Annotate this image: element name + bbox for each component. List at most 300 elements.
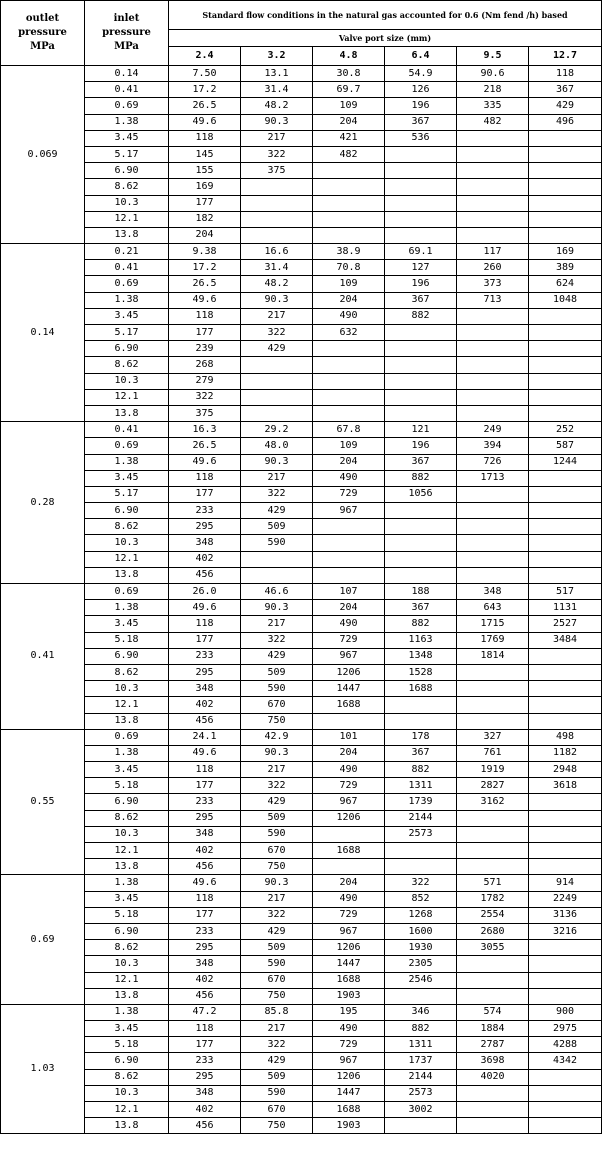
flow-value-cell — [385, 843, 457, 859]
flow-value-cell: 204 — [313, 292, 385, 308]
flow-value-cell — [529, 535, 602, 551]
flow-value-cell: 536 — [385, 130, 457, 146]
table-row — [1, 195, 602, 211]
flow-value-cell: 1206 — [313, 664, 385, 680]
table-row — [1, 470, 602, 486]
flow-value-cell — [529, 503, 602, 519]
flow-value-cell: 2948 — [529, 762, 602, 778]
flow-value-cell: 1688 — [313, 697, 385, 713]
size-header: 4.8 — [313, 47, 385, 66]
inlet-pressure-cell: 5.17 — [85, 486, 169, 502]
flow-value-cell: 1268 — [385, 907, 457, 923]
flow-value-cell: 90.3 — [241, 292, 313, 308]
inlet-pressure-cell: 5.17 — [85, 146, 169, 162]
outlet-label-line: MPa — [30, 41, 55, 52]
flow-value-cell — [529, 325, 602, 341]
flow-value-cell: 713 — [457, 292, 529, 308]
flow-value-cell: 126 — [385, 82, 457, 98]
flow-value-cell: 373 — [457, 276, 529, 292]
flow-value-cell: 322 — [241, 486, 313, 502]
inlet-pressure-cell: 10.3 — [85, 956, 169, 972]
inlet-pressure-cell: 8.62 — [85, 664, 169, 680]
table-row — [1, 98, 602, 114]
flow-value-cell: 169 — [169, 179, 241, 195]
flow-value-cell: 322 — [241, 1037, 313, 1053]
flow-value-cell: 670 — [241, 1102, 313, 1118]
inlet-pressure-cell: 1.38 — [85, 114, 169, 130]
flow-value-cell: 367 — [385, 454, 457, 470]
flow-value-cell — [529, 859, 602, 875]
flow-value-cell — [529, 681, 602, 697]
table-row — [1, 227, 602, 243]
flow-value-cell — [457, 195, 529, 211]
flow-value-cell — [457, 810, 529, 826]
flow-value-cell — [313, 373, 385, 389]
table-row — [1, 1069, 602, 1085]
inlet-pressure-cell: 0.41 — [85, 260, 169, 276]
flow-value-cell — [385, 211, 457, 227]
flow-value-cell — [385, 519, 457, 535]
flow-value-cell: 24.1 — [169, 729, 241, 745]
flow-value-cell: 2546 — [385, 972, 457, 988]
flow-value-cell: 1206 — [313, 810, 385, 826]
table-row — [1, 1118, 602, 1134]
flow-value-cell: 322 — [241, 778, 313, 794]
flow-value-cell: 54.9 — [385, 66, 457, 82]
inlet-pressure-cell: 13.8 — [85, 1118, 169, 1134]
flow-value-cell — [529, 211, 602, 227]
flow-value-cell: 295 — [169, 664, 241, 680]
flow-value-cell: 1903 — [313, 1118, 385, 1134]
flow-value-cell: 3055 — [457, 940, 529, 956]
size-header: 9.5 — [457, 47, 529, 66]
flow-value-cell: 239 — [169, 341, 241, 357]
flow-value-cell: 195 — [313, 1004, 385, 1020]
outlet-pressure-cell: 1.03 — [1, 1004, 85, 1134]
flow-value-cell: 1814 — [457, 648, 529, 664]
table-row — [1, 891, 602, 907]
inlet-pressure-cell: 3.45 — [85, 891, 169, 907]
flow-value-cell: 9.38 — [169, 244, 241, 260]
flow-value-cell — [241, 357, 313, 373]
flow-value-cell — [457, 179, 529, 195]
flow-value-cell: 1782 — [457, 891, 529, 907]
flow-value-cell: 1688 — [313, 1102, 385, 1118]
inlet-pressure-cell: 10.3 — [85, 195, 169, 211]
table-row — [1, 292, 602, 308]
inlet-pressure-cell: 8.62 — [85, 940, 169, 956]
flow-value-cell — [457, 859, 529, 875]
table-row — [1, 1053, 602, 1069]
flow-value-cell: 118 — [529, 66, 602, 82]
flow-value-cell — [457, 130, 529, 146]
flow-value-cell: 90.3 — [241, 114, 313, 130]
flow-value-cell: 169 — [529, 244, 602, 260]
flow-value-cell — [313, 195, 385, 211]
flow-value-cell: 177 — [169, 632, 241, 648]
flow-value-cell: 348 — [169, 535, 241, 551]
flow-value-cell: 1048 — [529, 292, 602, 308]
flow-value-cell: 375 — [169, 405, 241, 421]
flow-value-cell: 90.6 — [457, 66, 529, 82]
flow-value-cell: 367 — [385, 600, 457, 616]
flow-value-cell: 967 — [313, 923, 385, 939]
flow-value-cell: 914 — [529, 875, 602, 891]
table-row — [1, 1004, 602, 1020]
flow-value-cell: 900 — [529, 1004, 602, 1020]
inlet-pressure-cell: 6.90 — [85, 163, 169, 179]
flow-value-cell: 1447 — [313, 956, 385, 972]
flow-value-cell: 2680 — [457, 923, 529, 939]
flow-value-cell: 1206 — [313, 1069, 385, 1085]
flow-value-cell: 967 — [313, 503, 385, 519]
flow-value-cell: 31.4 — [241, 82, 313, 98]
flow-value-cell — [457, 503, 529, 519]
flow-value-cell — [457, 1085, 529, 1101]
flow-value-cell: 348 — [169, 681, 241, 697]
flow-value-cell: 1056 — [385, 486, 457, 502]
flow-value-cell — [529, 551, 602, 567]
flow-value-cell: 69.1 — [385, 244, 457, 260]
flow-value-cell: 750 — [241, 713, 313, 729]
table-row — [1, 405, 602, 421]
inlet-label-line: inlet — [113, 13, 140, 24]
flow-value-cell: 571 — [457, 875, 529, 891]
inlet-pressure-cell: 8.62 — [85, 357, 169, 373]
flow-value-cell: 46.6 — [241, 584, 313, 600]
table-title: Standard flow conditions in the natural gas accounted for 0.6 (Nm fend /h) based — [169, 1, 602, 30]
flow-value-cell: 279 — [169, 373, 241, 389]
flow-value-cell: 882 — [385, 762, 457, 778]
flow-value-cell: 204 — [313, 875, 385, 891]
flow-value-cell: 348 — [169, 956, 241, 972]
inlet-pressure-cell: 13.8 — [85, 988, 169, 1004]
table-row — [1, 923, 602, 939]
inlet-pressure-cell: 6.90 — [85, 923, 169, 939]
flow-value-cell: 490 — [313, 891, 385, 907]
table-row — [1, 535, 602, 551]
table-row — [1, 956, 602, 972]
flow-value-cell — [529, 163, 602, 179]
inlet-pressure-cell: 0.41 — [85, 82, 169, 98]
inlet-pressure-cell: 6.90 — [85, 503, 169, 519]
flow-value-cell: 761 — [457, 745, 529, 761]
flow-value-cell — [529, 664, 602, 680]
flow-value-cell: 30.8 — [313, 66, 385, 82]
flow-value-cell: 456 — [169, 1118, 241, 1134]
inlet-pressure-cell: 10.3 — [85, 373, 169, 389]
flow-value-cell: 268 — [169, 357, 241, 373]
table-row — [1, 843, 602, 859]
flow-value-cell — [385, 357, 457, 373]
flow-value-cell: 670 — [241, 697, 313, 713]
inlet-pressure-cell: 5.18 — [85, 907, 169, 923]
flow-value-cell — [457, 163, 529, 179]
flow-value-cell: 490 — [313, 762, 385, 778]
flow-value-cell: 196 — [385, 276, 457, 292]
flow-value-cell: 118 — [169, 1021, 241, 1037]
flow-value-cell: 295 — [169, 1069, 241, 1085]
table-row — [1, 988, 602, 1004]
flow-value-cell — [529, 486, 602, 502]
flow-value-cell — [313, 713, 385, 729]
inlet-pressure-cell: 3.45 — [85, 762, 169, 778]
flow-value-cell — [457, 146, 529, 162]
flow-value-cell: 402 — [169, 551, 241, 567]
table-row — [1, 648, 602, 664]
flow-value-cell: 1688 — [385, 681, 457, 697]
flow-value-cell: 624 — [529, 276, 602, 292]
inlet-pressure-cell: 0.14 — [85, 66, 169, 82]
inlet-label-line: MPa — [114, 41, 139, 52]
flow-value-cell: 118 — [169, 616, 241, 632]
table-row — [1, 778, 602, 794]
outlet-pressure-cell: 0.14 — [1, 244, 85, 422]
flow-value-cell — [529, 988, 602, 1004]
inlet-pressure-cell: 12.1 — [85, 1102, 169, 1118]
flow-value-cell: 750 — [241, 859, 313, 875]
flow-value-cell: 90.3 — [241, 454, 313, 470]
flow-value-cell — [457, 567, 529, 583]
flow-value-cell: 729 — [313, 486, 385, 502]
flow-value-cell: 402 — [169, 972, 241, 988]
flow-value-cell: 2573 — [385, 826, 457, 842]
flow-value-cell: 127 — [385, 260, 457, 276]
table-row — [1, 859, 602, 875]
flow-value-cell: 456 — [169, 713, 241, 729]
flow-value-cell: 590 — [241, 535, 313, 551]
flow-value-cell — [313, 405, 385, 421]
flow-value-cell: 490 — [313, 616, 385, 632]
table-row — [1, 697, 602, 713]
table-row — [1, 308, 602, 324]
flow-value-cell: 882 — [385, 308, 457, 324]
flow-value-cell — [385, 163, 457, 179]
flow-value-cell: 217 — [241, 470, 313, 486]
inlet-pressure-cell: 13.8 — [85, 859, 169, 875]
flow-value-cell: 17.2 — [169, 82, 241, 98]
outlet-label-line: pressure — [18, 27, 67, 38]
flow-value-cell: 670 — [241, 972, 313, 988]
flow-value-cell: 348 — [169, 1085, 241, 1101]
inlet-pressure-cell: 10.3 — [85, 1085, 169, 1101]
flow-value-cell: 348 — [457, 584, 529, 600]
table-row — [1, 486, 602, 502]
inlet-pressure-cell: 12.1 — [85, 389, 169, 405]
inlet-pressure-cell: 13.8 — [85, 405, 169, 421]
flow-value-cell: 182 — [169, 211, 241, 227]
flow-value-cell: 295 — [169, 940, 241, 956]
flow-value-cell: 3618 — [529, 778, 602, 794]
inlet-pressure-cell: 0.41 — [85, 422, 169, 438]
flow-value-cell: 1739 — [385, 794, 457, 810]
table-row — [1, 373, 602, 389]
flow-value-cell: 1182 — [529, 745, 602, 761]
table-row — [1, 907, 602, 923]
flow-value-cell — [457, 227, 529, 243]
flow-value-cell — [385, 227, 457, 243]
flow-value-cell — [313, 211, 385, 227]
flow-value-cell: 249 — [457, 422, 529, 438]
table-row — [1, 729, 602, 745]
flow-value-cell: 726 — [457, 454, 529, 470]
flow-value-cell: 118 — [169, 308, 241, 324]
inlet-pressure-cell: 1.38 — [85, 454, 169, 470]
flow-value-cell: 2144 — [385, 1069, 457, 1085]
inlet-pressure-cell: 6.90 — [85, 648, 169, 664]
flow-value-cell — [385, 405, 457, 421]
inlet-pressure-cell: 1.38 — [85, 745, 169, 761]
flow-value-cell — [385, 988, 457, 1004]
flow-value-cell: 69.7 — [313, 82, 385, 98]
flow-value-cell — [313, 179, 385, 195]
table-row — [1, 276, 602, 292]
flow-value-cell — [529, 195, 602, 211]
flow-value-cell: 233 — [169, 1053, 241, 1069]
flow-value-cell: 498 — [529, 729, 602, 745]
flow-value-cell: 118 — [169, 470, 241, 486]
flow-value-cell: 26.5 — [169, 438, 241, 454]
flow-value-cell: 3484 — [529, 632, 602, 648]
inlet-pressure-cell: 5.17 — [85, 325, 169, 341]
inlet-pressure-cell: 12.1 — [85, 551, 169, 567]
flow-value-cell — [385, 535, 457, 551]
outlet-pressure-cell: 0.69 — [1, 875, 85, 1005]
flow-value-cell — [457, 713, 529, 729]
flow-value-cell: 49.6 — [169, 875, 241, 891]
flow-value-cell: 496 — [529, 114, 602, 130]
flow-value-cell — [529, 519, 602, 535]
flow-value-cell: 29.2 — [241, 422, 313, 438]
flow-value-cell — [529, 1069, 602, 1085]
flow-value-cell — [457, 972, 529, 988]
flow-value-cell: 31.4 — [241, 260, 313, 276]
flow-value-cell — [457, 308, 529, 324]
flow-value-cell: 109 — [313, 276, 385, 292]
flow-value-cell: 26.0 — [169, 584, 241, 600]
flow-value-cell: 509 — [241, 1069, 313, 1085]
flow-value-cell: 322 — [241, 146, 313, 162]
flow-value-cell — [529, 940, 602, 956]
flow-value-cell: 456 — [169, 567, 241, 583]
flow-value-cell: 1528 — [385, 664, 457, 680]
flow-value-cell: 750 — [241, 988, 313, 1004]
flow-value-cell — [457, 519, 529, 535]
flow-value-cell: 118 — [169, 130, 241, 146]
flow-value-cell — [457, 535, 529, 551]
outlet-pressure-cell: 0.41 — [1, 584, 85, 730]
table-row — [1, 810, 602, 826]
flow-value-cell: 1163 — [385, 632, 457, 648]
flow-value-cell: 4342 — [529, 1053, 602, 1069]
flow-value-cell: 4020 — [457, 1069, 529, 1085]
table-header — [1, 1, 602, 66]
flow-value-cell: 1311 — [385, 778, 457, 794]
table-row — [1, 567, 602, 583]
flow-value-cell — [457, 341, 529, 357]
table-row — [1, 875, 602, 891]
flow-value-cell — [241, 195, 313, 211]
valve-size-subtitle: Valve port size (mm) — [169, 30, 602, 47]
flow-value-cell — [457, 357, 529, 373]
inlet-pressure-cell: 0.69 — [85, 98, 169, 114]
inlet-pressure-cell: 10.3 — [85, 535, 169, 551]
inlet-pressure-cell: 8.62 — [85, 519, 169, 535]
table-row — [1, 681, 602, 697]
flow-value-cell: 509 — [241, 810, 313, 826]
inlet-pressure-cell: 5.18 — [85, 778, 169, 794]
flow-value-cell — [385, 146, 457, 162]
flow-value-cell: 348 — [169, 826, 241, 842]
flow-value-cell: 85.8 — [241, 1004, 313, 1020]
inlet-pressure-cell: 0.69 — [85, 276, 169, 292]
flow-value-cell — [529, 357, 602, 373]
outlet-pressure-cell: 0.069 — [1, 66, 85, 244]
inlet-pressure-cell: 12.1 — [85, 972, 169, 988]
flow-value-cell: 1447 — [313, 681, 385, 697]
flow-value-cell: 729 — [313, 778, 385, 794]
flow-value-cell: 1713 — [457, 470, 529, 486]
flow-value-cell: 1688 — [313, 843, 385, 859]
table-row — [1, 1085, 602, 1101]
flow-value-cell — [385, 697, 457, 713]
flow-value-cell — [241, 551, 313, 567]
outlet-pressure-cell: 0.28 — [1, 422, 85, 584]
inlet-pressure-cell: 6.90 — [85, 794, 169, 810]
outlet-label-line: outlet — [25, 13, 60, 24]
table-row — [1, 454, 602, 470]
inlet-pressure-cell: 0.69 — [85, 729, 169, 745]
flow-value-cell: 335 — [457, 98, 529, 114]
flow-value-cell — [385, 179, 457, 195]
flow-value-cell — [385, 325, 457, 341]
table-row — [1, 389, 602, 405]
flow-value-cell: 327 — [457, 729, 529, 745]
table-row — [1, 438, 602, 454]
flow-value-cell: 1688 — [313, 972, 385, 988]
flow-value-cell: 643 — [457, 600, 529, 616]
flow-value-cell: 16.6 — [241, 244, 313, 260]
table-row — [1, 664, 602, 680]
flow-value-cell: 729 — [313, 632, 385, 648]
flow-value-cell: 295 — [169, 519, 241, 535]
inlet-pressure-cell: 0.69 — [85, 438, 169, 454]
flow-value-cell — [457, 486, 529, 502]
flow-value-cell: 101 — [313, 729, 385, 745]
outlet-pressure-cell: 0.55 — [1, 729, 85, 875]
flow-value-cell — [313, 826, 385, 842]
flow-value-cell — [529, 697, 602, 713]
inlet-pressure-cell: 13.8 — [85, 713, 169, 729]
flow-value-cell: 2975 — [529, 1021, 602, 1037]
flow-value-cell: 590 — [241, 956, 313, 972]
flow-value-cell: 389 — [529, 260, 602, 276]
flow-value-cell: 1447 — [313, 1085, 385, 1101]
flow-value-cell: 233 — [169, 794, 241, 810]
flow-value-cell: 1348 — [385, 648, 457, 664]
flow-value-cell — [529, 1085, 602, 1101]
flow-value-cell: 48.2 — [241, 98, 313, 114]
inlet-pressure-cell: 6.90 — [85, 1053, 169, 1069]
flow-value-cell: 49.6 — [169, 454, 241, 470]
table-row — [1, 826, 602, 842]
flow-value-cell — [241, 227, 313, 243]
flow-value-cell: 196 — [385, 438, 457, 454]
flow-value-cell — [457, 988, 529, 1004]
flow-value-cell — [529, 470, 602, 486]
flow-value-cell — [529, 341, 602, 357]
flow-value-cell — [313, 163, 385, 179]
